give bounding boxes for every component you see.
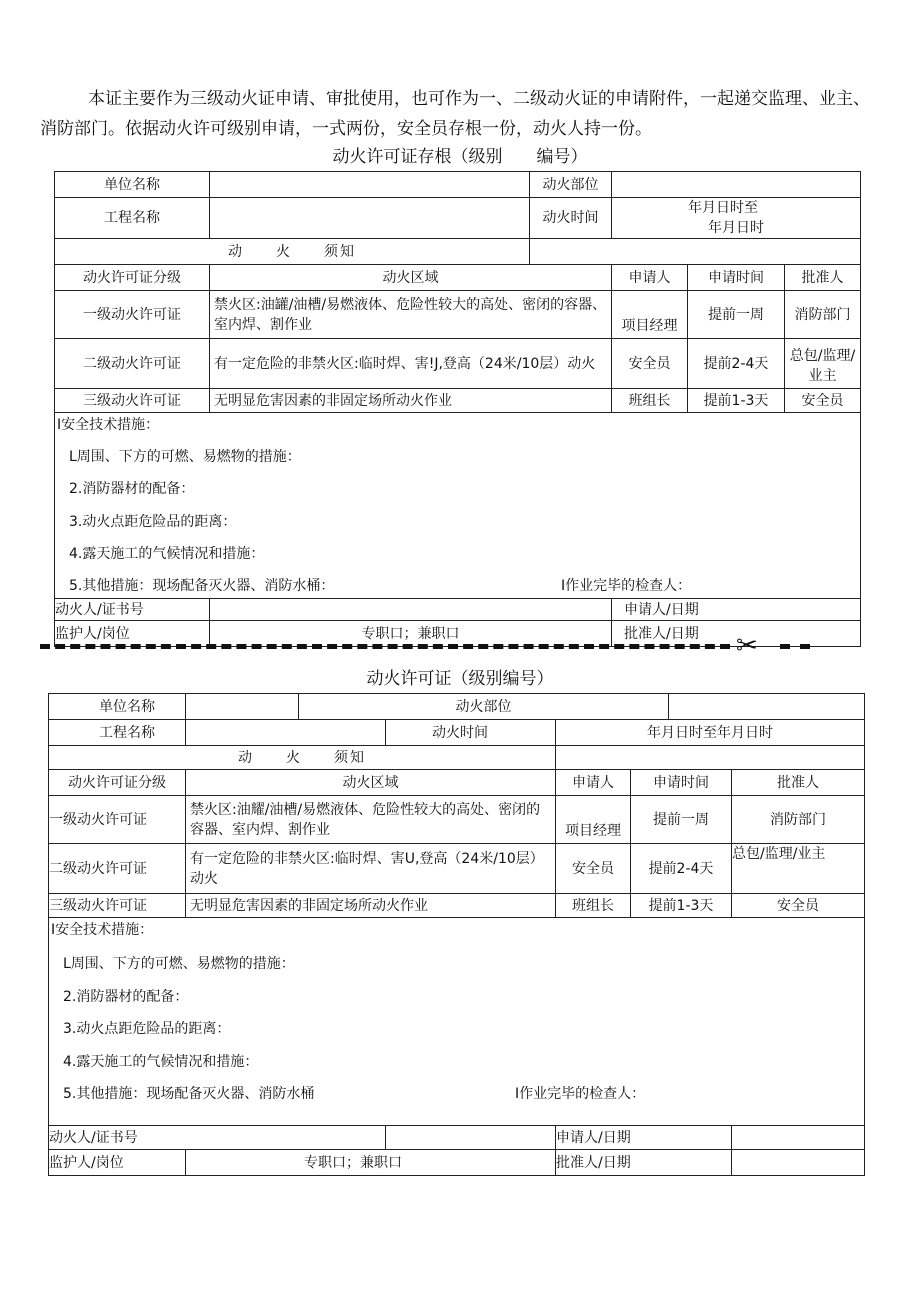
dept-input[interactable] <box>612 172 861 198</box>
measure-item: 3.动火点距危险品的距离： <box>63 1021 231 1037</box>
row-approver: 安全员 <box>785 389 861 413</box>
row-level: 二级动火许可证 <box>49 844 186 894</box>
header-time: 申请时间 <box>631 770 732 796</box>
project-label: 工程名称 <box>49 720 186 746</box>
measure-item: 4.露天施工的气候情况和措施： <box>69 546 265 562</box>
time-label: 动火时间 <box>530 198 612 239</box>
measures-section <box>49 918 865 1126</box>
worker-input[interactable] <box>210 599 612 621</box>
row-level: 三级动火许可证 <box>55 389 210 413</box>
guard-label: 监护人/岗位 <box>49 1150 186 1176</box>
measure-item: 4.露天施工的气候情况和措施： <box>63 1054 259 1070</box>
row-time: 提前一周 <box>631 796 732 844</box>
guard-options[interactable]: 专职口；兼职口 <box>210 621 612 647</box>
header-approver: 批准人 <box>785 265 861 291</box>
row-area: 有一定危险的非禁火区:临时焊、害!J,登高（24米/10层）动火 <box>210 339 612 389</box>
row-area: 无明显危害因素的非固定场所动火作业 <box>186 894 556 918</box>
row-time: 提前2-4天 <box>631 844 732 894</box>
project-label: 工程名称 <box>55 198 210 239</box>
measure-item: L周围、下方的可燃、易燃物的措施： <box>63 956 295 972</box>
unit-label: 单位名称 <box>55 172 210 198</box>
dept-label: 动火部位 <box>530 172 612 198</box>
measure-item: L周围、下方的可燃、易燃物的措施： <box>69 449 301 465</box>
unit-input[interactable] <box>210 172 530 198</box>
measures-title: I安全技术措施： <box>57 417 160 433</box>
row-area: 禁火区:油罐/油槽/易燃液体、危险性较大的高处、密闭的容器、室内焊、割作业 <box>210 291 612 339</box>
intro-paragraph: 本证主要作为三级动火证申请、审批使用，也可作为一、二级动火证的申请附件，一起递交监理、业主、消防部门。依据动火许可级别申请，一式两份，安全员存根一份，动火人持一份。 <box>40 89 870 139</box>
unit-label: 单位名称 <box>49 694 186 720</box>
permit-body <box>48 719 865 1176</box>
header-area: 动火区域 <box>210 265 612 291</box>
cut-line <box>40 644 730 649</box>
row-approver: 安全员 <box>732 894 865 918</box>
row-area: 无明显危害因素的非固定场所动火作业 <box>210 389 612 413</box>
time-from: 年月日时至 <box>688 200 758 216</box>
permit-title: 动火许可证（级别编号） <box>366 669 554 689</box>
row-level: 二级动火许可证 <box>55 339 210 389</box>
notice-blank <box>530 239 861 265</box>
header-level: 动火许可证分级 <box>55 265 210 291</box>
time-to: 年月日时 <box>708 220 764 236</box>
checker-label: I作业完毕的检查人： <box>561 578 692 594</box>
notice-heading: 动 火 须知 <box>55 239 530 265</box>
applicant-date-label: 申请人/日期 <box>556 1126 732 1150</box>
stub-title: 动火许可证存根（级别 编号） <box>332 147 588 167</box>
row-area: 禁火区:油耀/油槽/易燃液体、危险性较大的高处、密闭的容器、室内焊、割作业 <box>186 796 556 844</box>
row-applicant: 班组长 <box>556 894 631 918</box>
worker-label: 动火人/证书号 <box>49 1126 386 1150</box>
cut-line-end <box>780 644 810 649</box>
row-approver: 总包/监理/业主 <box>732 844 865 894</box>
header-approver: 批准人 <box>732 770 865 796</box>
measure-item: 5.其他措施：现场配备灭火器、消防水桶： <box>69 578 335 594</box>
approver-date-label: 批准人/日期 <box>556 1150 732 1176</box>
header-applicant: 申请人 <box>612 265 688 291</box>
row-time: 提前2-4天 <box>688 339 785 389</box>
scissors-icon: ✂ <box>736 631 758 661</box>
time-label: 动火时间 <box>386 720 556 746</box>
row-level: 一级动火许可证 <box>49 796 186 844</box>
checker-label: I作业完毕的检查人： <box>515 1086 646 1102</box>
time-input[interactable] <box>612 198 861 239</box>
row-approver: 总包/监理/业主 <box>785 339 861 389</box>
permit-form <box>48 693 865 720</box>
applicant-date-input[interactable] <box>732 1126 865 1150</box>
worker-label: 动火人/证书号 <box>55 599 210 621</box>
measure-item: 5.其他措施：现场配备灭火器、消防水桶 <box>63 1086 315 1102</box>
row-level: 一级动火许可证 <box>55 291 210 339</box>
stub-form <box>54 171 861 647</box>
approver-date-label: 批准人/日期 <box>612 621 861 647</box>
measures-section <box>55 413 861 599</box>
row-time: 提前1-3天 <box>631 894 732 918</box>
row-area: 有一定危险的非禁火区:临时焊、害U,登高（24米/10层）动火 <box>186 844 556 894</box>
row-approver: 消防部门 <box>732 796 865 844</box>
measures-title: I安全技术措施： <box>51 922 154 938</box>
notice-blank <box>556 746 865 770</box>
approver-date-input[interactable] <box>732 1150 865 1176</box>
row-approver: 消防部门 <box>785 291 861 339</box>
worker-input[interactable] <box>386 1126 556 1150</box>
dept-input[interactable] <box>669 694 865 720</box>
row-time: 提前1-3天 <box>688 389 785 413</box>
time-value[interactable]: 年月日时至年月日时 <box>556 720 865 746</box>
notice-heading: 动 火 须知 <box>49 746 556 770</box>
row-applicant: 安全员 <box>612 339 688 389</box>
project-input[interactable] <box>210 198 530 239</box>
row-applicant: 安全员 <box>556 844 631 894</box>
measure-item: 2.消防器材的配备： <box>69 481 195 497</box>
header-area: 动火区域 <box>186 770 556 796</box>
unit-input[interactable] <box>186 694 299 720</box>
row-applicant: 班组长 <box>612 389 688 413</box>
dept-label: 动火部位 <box>299 694 669 720</box>
applicant-date-label: 申请人/日期 <box>612 599 861 621</box>
guard-options[interactable]: 专职口；兼职口 <box>186 1150 556 1176</box>
header-level: 动火许可证分级 <box>49 770 186 796</box>
guard-label: 监护人/岗位 <box>55 621 210 647</box>
header-applicant: 申请人 <box>556 770 631 796</box>
measure-item: 2.消防器材的配备： <box>63 989 189 1005</box>
header-time: 申请时间 <box>688 265 785 291</box>
row-level: 三级动火许可证 <box>49 894 186 918</box>
project-input[interactable] <box>186 720 386 746</box>
row-time: 提前一周 <box>688 291 785 339</box>
row-applicant: 项目经理 <box>612 291 688 339</box>
row-applicant: 项目经理 <box>556 796 631 844</box>
measure-item: 3.动火点距危险品的距离： <box>69 514 237 530</box>
